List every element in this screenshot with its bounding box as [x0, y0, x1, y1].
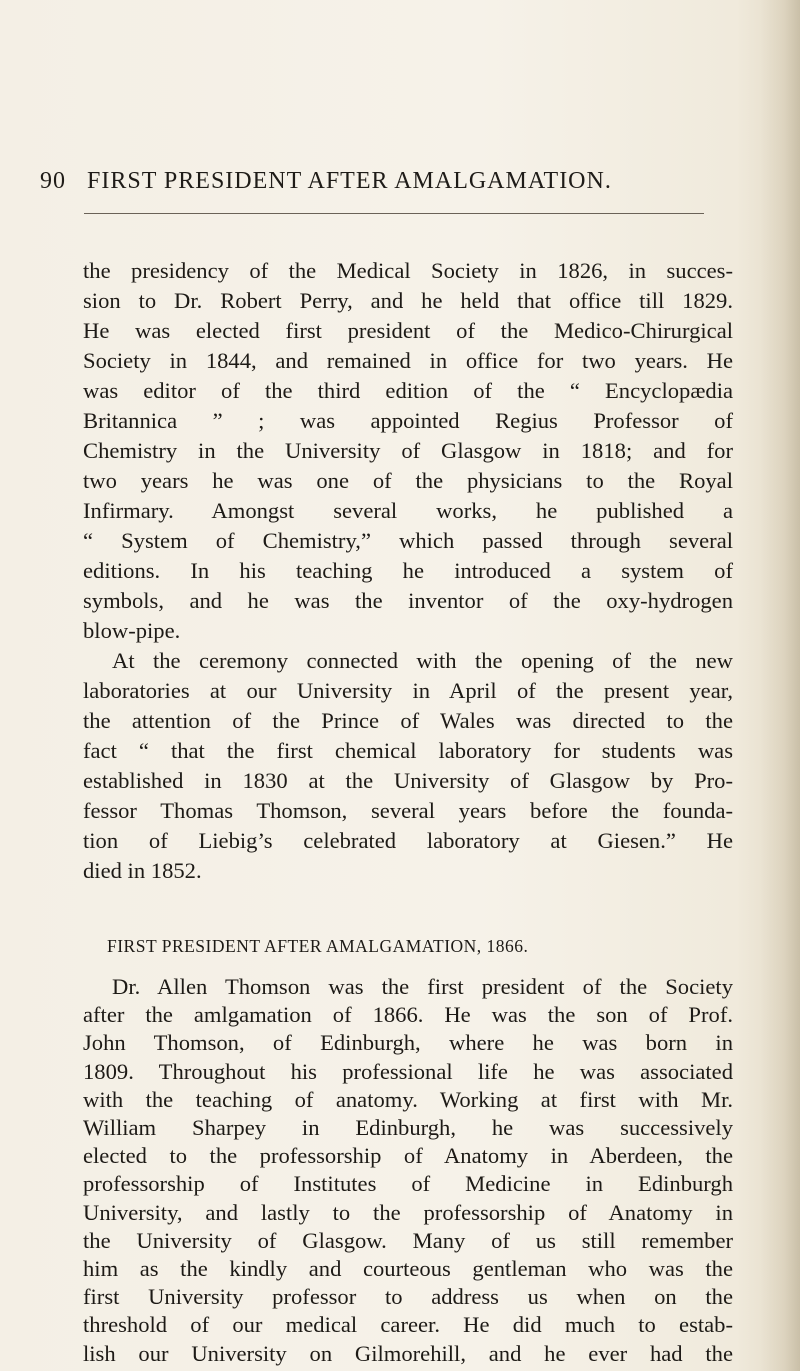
text-line: fessor Thomas Thomson, several years before the founda- [83, 798, 733, 823]
text-line: the University of Glasgow. Many of us still remember [83, 1227, 733, 1253]
text-line: University, and lastly to the professorship of Anatomy in [83, 1199, 733, 1225]
text-line: after the amlgamation of 1866. He was the son of Prof. [83, 1002, 733, 1028]
text-line: 1809. Throughout his professional life he was associated [83, 1058, 733, 1084]
text-line: “ System of Chemistry,” which passed through several [83, 528, 733, 553]
text-line: tion of Liebig’s celebrated laboratory at Giesen.” He [83, 828, 733, 853]
header-rule [84, 213, 704, 214]
text-line: threshold of our medical career. He did much to estab- [83, 1312, 733, 1338]
text-line: elected to the professorship of Anatomy in Aberdeen, the [83, 1143, 733, 1169]
running-title: FIRST PRESIDENT AFTER AMALGAMATION. [87, 168, 612, 194]
text-line: fact “ that the first chemical laboratory for students was [83, 738, 733, 763]
text-line: two years he was one of the physicians to the Royal [83, 468, 733, 493]
text-line: Britannica ” ; was appointed Regius Professor of [83, 408, 733, 433]
text-line: He was elected first president of the Medico-Chirurgical [83, 318, 733, 343]
text-line: professorship of Institutes of Medicine in Edinburgh [83, 1171, 733, 1197]
text-line: John Thomson, of Edinburgh, where he was born in [83, 1030, 733, 1056]
page-edge-shadow [760, 0, 800, 1371]
text-line: died in 1852. [83, 858, 202, 883]
section-heading: FIRST PRESIDENT AFTER AMALGAMATION, 1866. [107, 936, 529, 956]
page-number: 90 [40, 168, 66, 194]
text-line: Infirmary. Amongst several works, he published a [83, 498, 733, 523]
text-line: blow-pipe. [83, 618, 181, 643]
text-line: the presidency of the Medical Society in 1826, in succes- [83, 258, 733, 283]
text-line: Society in 1844, and remained in office for two years. He [83, 348, 733, 373]
text-line: Dr. Allen Thomson was the first president of the Society [112, 974, 733, 999]
text-line: established in 1830 at the University of Glasgow by Pro- [83, 768, 733, 793]
text-line: symbols, and he was the inventor of the oxy-hydrogen [83, 588, 733, 613]
text-line: was editor of the third edition of the “ Encyclopædia [83, 378, 733, 403]
text-line: sion to Dr. Robert Perry, and he held that office till 1829. [83, 288, 733, 313]
text-line: first University professor to address us when on the [83, 1284, 733, 1310]
text-line: Chemistry in the University of Glasgow in 1818; and for [83, 438, 733, 463]
text-line: with the teaching of anatomy. Working at first with Mr. [83, 1086, 733, 1112]
text-line: William Sharpey in Edinburgh, he was successively [83, 1115, 733, 1140]
text-line: lish our University on Gilmorehill, and he ever had the [83, 1340, 733, 1366]
text-line: him as the kindly and courteous gentleman who was the [83, 1256, 733, 1281]
text-line: laboratories at our University in April of the present year, [83, 678, 733, 703]
text-line: editions. In his teaching he introduced a system of [83, 558, 733, 583]
running-head [40, 168, 740, 195]
text-line: the attention of the Prince of Wales was directed to the [83, 708, 733, 733]
text-line: At the ceremony connected with the opening of the new [112, 648, 733, 673]
